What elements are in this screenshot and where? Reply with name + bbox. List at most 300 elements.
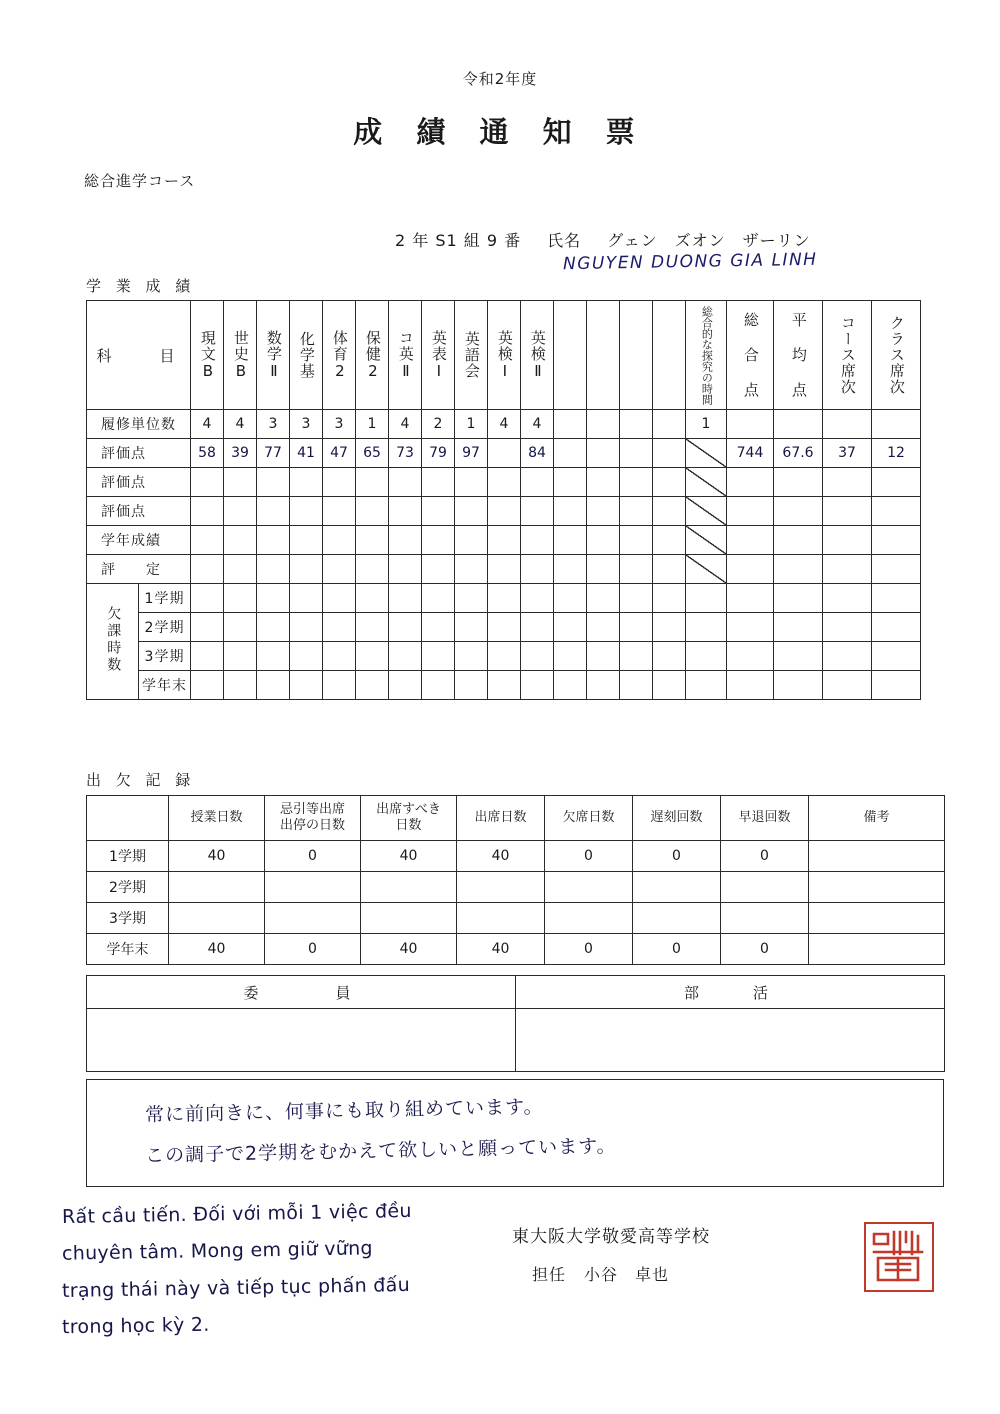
absence-cell [422, 584, 455, 613]
table-row [87, 613, 970, 642]
class-rank-header [872, 301, 921, 410]
era-year: 令和2年度 [462, 70, 538, 88]
absence-cell [422, 671, 455, 700]
row-label-score: 評価点 [87, 497, 191, 526]
subject-header-cell [455, 301, 488, 410]
course-rank-cell [823, 555, 872, 584]
absence-cell [422, 613, 455, 642]
course-name: 総合進学コース [84, 172, 196, 190]
class-rank-cell [872, 555, 921, 584]
attendance-cell: 0 [633, 841, 721, 872]
grade-cell: 2 [422, 410, 455, 439]
grade-cell [389, 497, 422, 526]
grade-cell [521, 497, 554, 526]
grade-cell [389, 526, 422, 555]
grade-cell [587, 497, 620, 526]
name-label: 氏名 [547, 231, 582, 250]
absence-cell [620, 671, 653, 700]
grade-cell [290, 526, 323, 555]
absence-cell [257, 584, 290, 613]
grade-cell [191, 526, 224, 555]
absence-cell [422, 642, 455, 671]
subject-label: 体育2 [330, 329, 349, 381]
absence-cell [587, 671, 620, 700]
attendance-section-label: 出 欠 記 録 [86, 771, 196, 789]
total-cell [727, 410, 774, 439]
subject-header-cell [191, 301, 224, 410]
grade-cell [620, 555, 653, 584]
absence-cell [290, 613, 323, 642]
grade-cell [620, 497, 653, 526]
absence-cell [727, 642, 774, 671]
absence-cell [823, 613, 872, 642]
row-label-credits: 履修単位数 [87, 410, 191, 439]
grade-cell [488, 497, 521, 526]
absence-cell [389, 613, 422, 642]
absence-cell [356, 584, 389, 613]
absence-cell [455, 613, 488, 642]
total-cell [727, 468, 774, 497]
subject-header-cell [587, 301, 620, 410]
absence-cell [224, 642, 257, 671]
grade-cell [653, 439, 686, 468]
absence-cell [224, 584, 257, 613]
grade-cell [323, 526, 356, 555]
absence-cell [290, 671, 323, 700]
grade-cell [224, 497, 257, 526]
total-score-header [727, 301, 774, 410]
absence-cell [257, 671, 290, 700]
grade-cell: 3 [257, 410, 290, 439]
absence-cell [686, 613, 727, 642]
absence-cell [191, 613, 224, 642]
absence-cell [488, 613, 521, 642]
course-rank-header [823, 301, 872, 410]
subject-label: 化学基 [297, 331, 316, 379]
grade-cell [455, 497, 488, 526]
absence-cell [323, 671, 356, 700]
total-score-label: 総 合 点 [741, 312, 760, 398]
grade-cell [422, 555, 455, 584]
absence-cell [620, 584, 653, 613]
absence-cell [587, 642, 620, 671]
grade-cell [455, 555, 488, 584]
grade-cell: 4 [521, 410, 554, 439]
grade-cell [488, 468, 521, 497]
club-header: 部 活 [516, 976, 945, 1009]
school-seal-icon [864, 1222, 934, 1292]
absence-cell [823, 584, 872, 613]
absence-cell [774, 613, 823, 642]
absence-cell [587, 613, 620, 642]
course-rank-cell [823, 526, 872, 555]
absence-cell [554, 584, 587, 613]
absence-cell [488, 671, 521, 700]
absence-cell [872, 613, 921, 642]
table-row [87, 841, 945, 872]
attendance-cell [265, 872, 361, 903]
grade-cell [257, 526, 290, 555]
absence-cell [191, 642, 224, 671]
teacher-comment-japanese-line-2: この調子で2学期をむかえて欲しいと願っています。 [144, 1135, 617, 1167]
grade-cell [653, 526, 686, 555]
grade-cell [290, 468, 323, 497]
absence-cell [257, 642, 290, 671]
grade-cell [620, 468, 653, 497]
grade-cell [389, 468, 422, 497]
absence-cell [554, 671, 587, 700]
student-name-katakana: グェン ズオン ザーリン [607, 231, 811, 250]
subject-label: 保健2 [363, 329, 382, 381]
absence-cell [872, 671, 921, 700]
committee-value [87, 1009, 516, 1072]
attendance-cell: 40 [457, 934, 545, 965]
grade-cell [257, 555, 290, 584]
grade-cell [224, 555, 257, 584]
subject-header-cell [323, 301, 356, 410]
grade-cell [554, 439, 587, 468]
absence-cell [323, 613, 356, 642]
average-cell [774, 410, 823, 439]
total-cell [727, 555, 774, 584]
absence-cell [290, 642, 323, 671]
attendance-cell [361, 872, 457, 903]
grade-cell [389, 555, 422, 584]
absence-cell [389, 642, 422, 671]
subject-label: 英検Ⅱ [528, 329, 547, 381]
late-count-header: 遅刻回数 [633, 796, 721, 841]
attendance-cell: 0 [545, 841, 633, 872]
absence-cell [653, 584, 686, 613]
class-rank-label: クラス席次 [887, 315, 906, 395]
should-attend-header-line1: 出席すべき [376, 801, 441, 817]
subject-label: 世史B [231, 329, 250, 381]
attendance-cell [633, 903, 721, 934]
subject-header-cell [620, 301, 653, 410]
absence-cell [455, 642, 488, 671]
total-cell: 744 [727, 439, 774, 468]
absence-cell [774, 642, 823, 671]
average-cell: 67.6 [774, 439, 823, 468]
absence-cell [521, 613, 554, 642]
term-label: 3学期 [139, 642, 191, 671]
average-cell [774, 497, 823, 526]
absence-cell [620, 642, 653, 671]
table-row [87, 903, 945, 934]
row-label-score: 評価点 [87, 439, 191, 468]
row-label-yearly-result: 学年成績 [87, 526, 191, 555]
attendance-cell [721, 903, 809, 934]
class-days-header: 授業日数 [169, 796, 265, 841]
teacher-comment-vietnamese-line-2: chuyên tâm. Mong em giữ vững [61, 1237, 374, 1265]
class-rank-cell [872, 526, 921, 555]
grade-cell: 1 [356, 410, 389, 439]
subject-label: 英語会 [462, 331, 481, 379]
inquiry-time-label: 総合的な探究の時間 [700, 305, 714, 405]
attendance-cell: 0 [265, 934, 361, 965]
term-label: 1学期 [87, 841, 169, 872]
subject-header-cell [653, 301, 686, 410]
grade-cell: 3 [323, 410, 356, 439]
grade-cell: 3 [290, 410, 323, 439]
grade-cell [323, 555, 356, 584]
attendance-cell: 0 [633, 934, 721, 965]
absence-cell [191, 584, 224, 613]
table-row [87, 934, 945, 965]
absence-cell [356, 613, 389, 642]
grade-cell [323, 497, 356, 526]
inquiry-time-header [686, 301, 727, 410]
committee-club-table [86, 975, 945, 1072]
grade-cell [554, 410, 587, 439]
student-identity-line [395, 228, 811, 251]
term-label: 学年末 [87, 934, 169, 965]
attendance-cell: 0 [721, 841, 809, 872]
early-leave-header: 早退回数 [721, 796, 809, 841]
attendance-record-table [86, 795, 945, 965]
student-class: 2 年 S1 組 9 番 [395, 231, 522, 250]
total-cell [727, 526, 774, 555]
grade-cell [356, 526, 389, 555]
class-rank-cell [872, 410, 921, 439]
attendance-cell: 0 [265, 841, 361, 872]
absence-cell [653, 671, 686, 700]
subject-header-cell [257, 301, 290, 410]
table-row [87, 671, 970, 700]
academic-section-label: 学 業 成 績 [86, 277, 196, 295]
class-rank-cell: 12 [872, 439, 921, 468]
exempt-days-header-line2: 出停の日数 [279, 818, 345, 833]
attendance-remarks-cell [809, 872, 945, 903]
committee-header: 委 員 [87, 976, 516, 1009]
absence-cell [653, 613, 686, 642]
absence-hours-block-label [87, 584, 139, 700]
course-rank-cell [823, 468, 872, 497]
teacher-comment-vietnamese-line-1: Rất cầu tiến. Đối với mỗi 1 việc đều [61, 1199, 412, 1229]
table-row [87, 642, 970, 671]
inquiry-cell-blocked [686, 497, 727, 526]
attendance-cell [545, 903, 633, 934]
inquiry-cell-blocked [686, 468, 727, 497]
grades-header-row [87, 301, 970, 410]
teacher-label: 担任 [532, 1265, 567, 1284]
grade-cell [587, 468, 620, 497]
course-rank-cell [823, 497, 872, 526]
grade-cell: 73 [389, 439, 422, 468]
grade-cell: 47 [323, 439, 356, 468]
subject-header-cell [224, 301, 257, 410]
attended-days-header: 出席日数 [457, 796, 545, 841]
grade-cell [587, 439, 620, 468]
attendance-cell: 0 [545, 934, 633, 965]
inquiry-cell: 1 [686, 410, 727, 439]
absence-cell [323, 584, 356, 613]
absence-cell [727, 613, 774, 642]
academic-grades-table [86, 300, 970, 700]
grade-cell [356, 497, 389, 526]
attendance-cell [457, 872, 545, 903]
course-rank-cell: 37 [823, 439, 872, 468]
absence-cell [686, 584, 727, 613]
absence-cell [488, 584, 521, 613]
attendance-cell [633, 872, 721, 903]
grade-cell: 4 [389, 410, 422, 439]
absence-cell [653, 642, 686, 671]
remarks-header: 備考 [809, 796, 945, 841]
absence-cell [823, 671, 872, 700]
subject-header-cell [422, 301, 455, 410]
class-rank-cell [872, 468, 921, 497]
grade-cell: 4 [488, 410, 521, 439]
grade-cell [620, 439, 653, 468]
absence-cell [620, 613, 653, 642]
course-rank-label: コース席次 [838, 315, 857, 395]
grade-cell [653, 468, 686, 497]
attendance-cell [361, 903, 457, 934]
grade-cell: 77 [257, 439, 290, 468]
homeroom-teacher-line [532, 1262, 669, 1285]
should-attend-header-line2: 日数 [395, 818, 422, 833]
inquiry-cell-blocked [686, 555, 727, 584]
attendance-corner-cell [87, 796, 169, 841]
absence-cell [587, 584, 620, 613]
teacher-name: 小谷 卓也 [584, 1265, 670, 1284]
subject-label: 英表Ⅰ [429, 329, 448, 381]
grade-cell [422, 497, 455, 526]
teacher-comment-vietnamese-line-3: trạng thái này và tiếp tục phấn đấu [61, 1273, 411, 1303]
grade-cell [323, 468, 356, 497]
attendance-remarks-cell [809, 903, 945, 934]
grade-cell: 1 [455, 410, 488, 439]
grade-cell: 65 [356, 439, 389, 468]
absence-cell [823, 642, 872, 671]
attendance-cell [457, 903, 545, 934]
absence-cell [455, 671, 488, 700]
average-score-header [774, 301, 823, 410]
attendance-remarks-cell [809, 841, 945, 872]
attendance-cell [265, 903, 361, 934]
total-cell [727, 497, 774, 526]
grade-cell: 58 [191, 439, 224, 468]
absence-cell [727, 671, 774, 700]
teacher-comment-vietnamese-line-4: trong học kỳ 2. [61, 1313, 210, 1339]
absence-cell [521, 671, 554, 700]
subject-column-header: 科 目 [87, 301, 191, 410]
absence-cell [488, 642, 521, 671]
attendance-cell: 40 [457, 841, 545, 872]
subject-header-cell [356, 301, 389, 410]
attendance-remarks-cell [809, 934, 945, 965]
course-rank-cell [823, 410, 872, 439]
subject-label: 現文B [198, 329, 217, 381]
absence-cell [521, 584, 554, 613]
exempt-days-header [265, 796, 361, 841]
table-row [87, 468, 970, 497]
attendance-cell: 40 [361, 841, 457, 872]
grade-cell [554, 497, 587, 526]
absence-cell [323, 642, 356, 671]
grade-cell [587, 526, 620, 555]
grade-cell [554, 468, 587, 497]
grade-cell [554, 526, 587, 555]
absence-cell [521, 642, 554, 671]
grade-cell: 39 [224, 439, 257, 468]
table-row [87, 1009, 945, 1072]
grade-cell [521, 526, 554, 555]
absence-cell [774, 671, 823, 700]
attendance-header-row [87, 796, 945, 841]
attendance-cell: 0 [721, 934, 809, 965]
term-label: 2学期 [87, 872, 169, 903]
absence-cell [455, 584, 488, 613]
subject-header-cell [389, 301, 422, 410]
inquiry-cell-blocked [686, 526, 727, 555]
grade-cell [224, 468, 257, 497]
teacher-comment-japanese-line-1: 常に前向きに、何事にも取り組めています。 [144, 1095, 544, 1127]
grade-cell [653, 497, 686, 526]
table-row [87, 439, 970, 468]
grade-cell [191, 497, 224, 526]
grade-cell [554, 555, 587, 584]
grade-cell [290, 497, 323, 526]
page-title: 成 績 通 知 票 [353, 115, 647, 149]
subject-header-cell [554, 301, 587, 410]
absence-cell [554, 642, 587, 671]
absence-cell [872, 642, 921, 671]
grade-cell [488, 526, 521, 555]
grade-cell [191, 555, 224, 584]
attendance-cell [545, 872, 633, 903]
grade-cell [191, 468, 224, 497]
grade-cell [521, 468, 554, 497]
absence-cell [686, 671, 727, 700]
average-score-label: 平 均 点 [789, 312, 808, 398]
subject-label: 数学Ⅱ [264, 329, 283, 381]
subject-header-cell [290, 301, 323, 410]
absence-cell [686, 642, 727, 671]
attendance-cell [169, 903, 265, 934]
absence-cell [290, 584, 323, 613]
grade-cell [422, 468, 455, 497]
attendance-cell: 40 [361, 934, 457, 965]
grade-cell [653, 555, 686, 584]
absence-cell [356, 642, 389, 671]
grade-cell: 79 [422, 439, 455, 468]
grade-cell [455, 526, 488, 555]
attendance-cell: 40 [169, 841, 265, 872]
should-attend-header [361, 796, 457, 841]
grade-cell [587, 555, 620, 584]
grade-cell [224, 526, 257, 555]
grade-cell [587, 410, 620, 439]
table-row [87, 555, 970, 584]
absence-cell [224, 671, 257, 700]
grade-cell [653, 410, 686, 439]
club-value [516, 1009, 945, 1072]
grade-cell: 41 [290, 439, 323, 468]
absence-hours-label: 欠課時数 [105, 605, 122, 674]
grade-cell [455, 468, 488, 497]
absence-cell [774, 584, 823, 613]
table-row [87, 872, 945, 903]
term-label: 3学期 [87, 903, 169, 934]
table-row [87, 497, 970, 526]
grade-cell: 97 [455, 439, 488, 468]
absence-cell [224, 613, 257, 642]
grade-cell [290, 555, 323, 584]
term-label: 2学期 [139, 613, 191, 642]
term-label: 1学期 [139, 584, 191, 613]
